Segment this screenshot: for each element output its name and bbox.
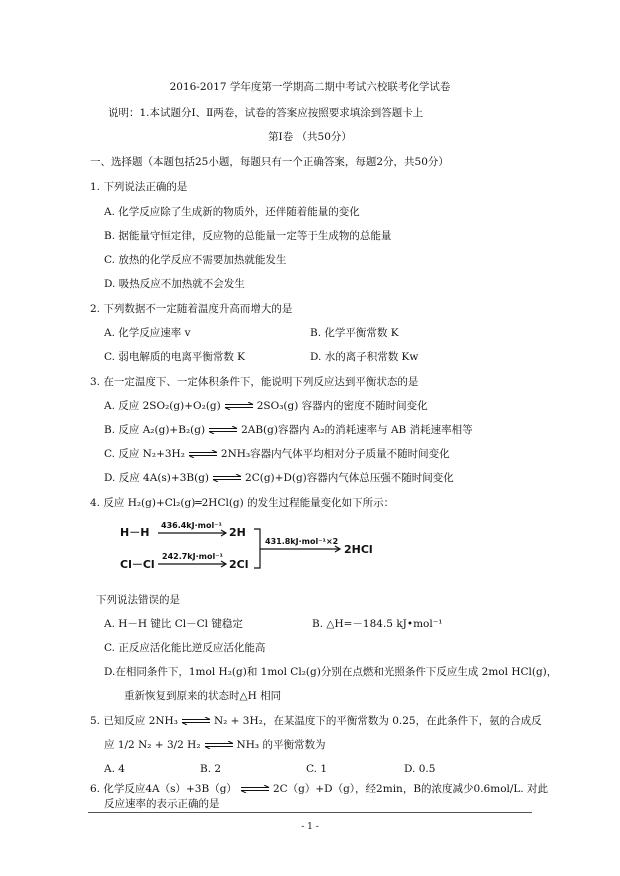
question-3-option-b xyxy=(104,423,473,437)
diagram-clcl-label: Cl－Cl xyxy=(120,558,155,571)
option-b-products: 2AB(g)容器内 A₂的消耗速率与 AB 消耗速率相等 xyxy=(241,424,473,436)
question-5-option-a: A. 4 xyxy=(104,763,125,775)
question-4-substem: 下列说法错误的是 xyxy=(96,594,180,606)
option-b-reactants: B. 反应 A₂(g)+B₂(g) xyxy=(104,424,206,436)
question-1-option-d: D. 吸热反应不加热就不会发生 xyxy=(104,278,245,290)
question-1-option-b: B. 据能量守恒定律，反应物的总能量一定等于生成物的总能量 xyxy=(104,230,392,242)
option-c-products: 2NH₃容器内气体平均相对分子质量不随时间变化 xyxy=(220,448,450,460)
question-1-option-c: C. 放热的化学反应不需要加热就能发生 xyxy=(104,254,287,266)
diagram-hh-label: H－H xyxy=(120,526,150,539)
question-2-stem: 2. 下列数据不一定随着温度升高而增大的是 xyxy=(90,303,293,315)
option-a-reactants: A. 反应 2SO₂(g)+O₂(g) xyxy=(104,400,221,412)
equilibrium-arrow-icon xyxy=(188,450,218,458)
question-2-option-d: D. 水的离子积常数 Kw xyxy=(310,351,419,363)
diagram-2h-label: 2H xyxy=(229,526,246,539)
exam-title: 2016-2017 学年度第一学期高二期中考试六校联考化学试卷 xyxy=(169,81,451,93)
question-2-option-a: A. 化学反应速率 v xyxy=(104,327,191,339)
question-4-option-c: C. 正反应活化能比逆反应活化能高 xyxy=(104,642,266,654)
diagram-2hcl-label: 2HCl xyxy=(344,543,373,556)
question-3-stem: 3. 在一定温度下、一定体积条件下，能说明下列反应达到平衡状态的是 xyxy=(90,376,419,388)
question-4-option-d-line2: 重新恢复到原来的状态时△H 相同 xyxy=(124,690,282,702)
section-heading: 一、选择题（本题包括25小题，每题只有一个正确答案，每题2分，共50分） xyxy=(90,156,449,168)
diagram-formation-energy: 431.8kJ·mol⁻¹×2 xyxy=(265,537,339,546)
diagram-hh-energy: 436.4kJ·mol⁻¹ xyxy=(161,521,222,530)
question-3-option-c xyxy=(104,447,450,461)
q5-synthesis-left: 应 1/2 N₂ + 3/2 H₂ xyxy=(104,739,201,751)
equilibrium-arrow-icon xyxy=(181,717,211,725)
q5-synthesis-right: NH₃ 的平衡常数为 xyxy=(236,739,326,751)
equilibrium-arrow-icon xyxy=(208,426,238,434)
equilibrium-arrow-icon xyxy=(240,785,270,793)
instructions-note: 说明：1.本试题分Ⅰ、Ⅱ两卷，试卷的答案应按照要求填涂到答题卡上 xyxy=(108,107,424,119)
question-2-option-c: C. 弱电解质的电离平衡常数 K xyxy=(104,351,246,363)
equilibrium-arrow-icon xyxy=(212,474,242,482)
question-6-line2: 反应速率的表示正确的是 xyxy=(104,798,220,810)
part-heading: 第Ⅰ卷 （共50分） xyxy=(268,131,352,143)
question-4-option-a: A. H－H 键比 Cl－Cl 键稳定 xyxy=(104,618,243,630)
equilibrium-arrow-icon xyxy=(224,402,254,410)
question-5-option-b: B. 2 xyxy=(200,763,222,775)
footer-divider xyxy=(88,812,532,813)
question-1-stem: 1. 下列说法正确的是 xyxy=(90,181,188,193)
option-d-products: 2C(g)+D(g)容器内气体总压强不随时间变化 xyxy=(245,472,454,484)
diagram-bracket xyxy=(254,529,260,568)
question-4-option-b: B. △H=－184.5 kJ•mol⁻¹ xyxy=(312,618,443,630)
option-a-products: 2SO₃(g) 容器内的密度不随时间变化 xyxy=(256,400,428,412)
question-4-option-d-line1: D.在相同条件下，1mol H₂(g)和 1mol Cl₂(g)分别在点燃和光照条件下反应生成 2mol HCl(g)， xyxy=(104,666,558,678)
question-5-line2 xyxy=(104,738,325,752)
question-4-stem: 4. 反应 H₂(g)+Cl₂(g)═2HCl(g) 的发生过程能量变化如下所示： xyxy=(90,497,395,509)
q5-reaction-left: 5. 已知反应 2NH₃ xyxy=(90,715,178,727)
q6-reaction-right: 2C（g）+D（g），经2min，B的浓度减少0.6mol/L. 对此 xyxy=(272,783,549,795)
option-c-reactants: C. 反应 N₂+3H₂ xyxy=(104,448,185,460)
question-3-option-d xyxy=(104,471,454,485)
question-2-option-b: B. 化学平衡常数 K xyxy=(310,327,399,339)
page-number: - 1 - xyxy=(301,822,319,832)
question-1-option-a: A. 化学反应除了生成新的物质外，还伴随着能量的变化 xyxy=(104,206,360,218)
question-5-line1 xyxy=(90,714,542,728)
bond-energy-diagram xyxy=(118,518,448,580)
diagram-clcl-energy: 242.7kJ·mol⁻¹ xyxy=(162,552,223,561)
q6-reaction-left: 6. 化学反应4A（s）+3B（g） xyxy=(90,783,237,795)
question-3-option-a xyxy=(104,399,428,413)
option-d-reactants: D. 反应 4A(s)+3B(g) xyxy=(104,472,210,484)
equilibrium-arrow-icon xyxy=(204,741,234,749)
question-6-line1 xyxy=(90,782,548,796)
q5-reaction-right: N₂ + 3H₂，在某温度下的平衡常数为 0.25，在此条件下，氨的合成反 xyxy=(213,715,542,727)
question-5-option-c: C. 1 xyxy=(306,763,328,775)
question-5-option-d: D. 0.5 xyxy=(404,763,436,775)
diagram-2cl-label: 2Cl xyxy=(229,558,249,571)
